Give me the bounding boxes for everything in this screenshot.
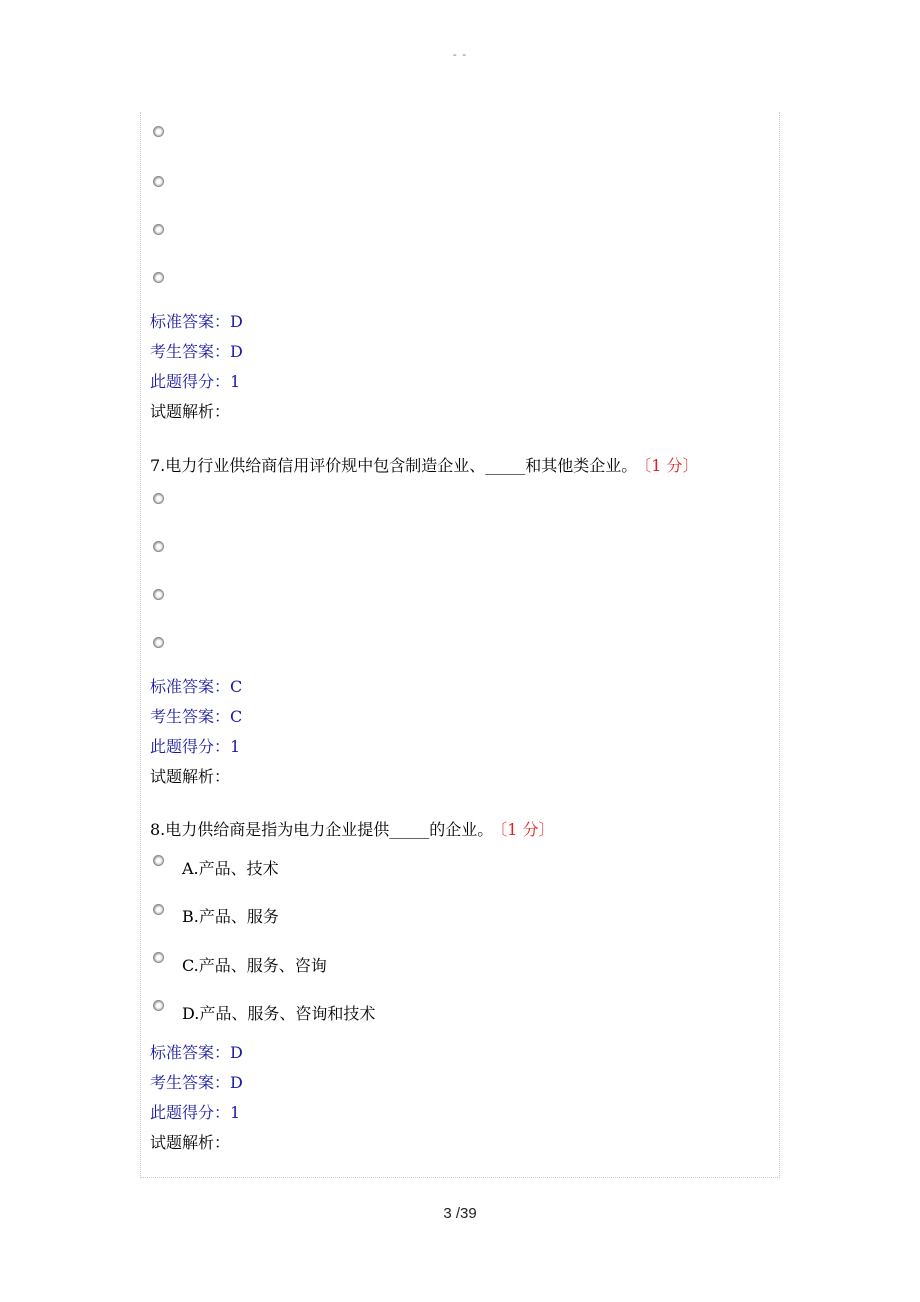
radio-option-a[interactable]	[153, 855, 164, 866]
standard-answer	[150, 676, 242, 698]
radio-option-b[interactable]	[153, 176, 164, 187]
page-number	[0, 1205, 920, 1222]
student-answer	[150, 706, 242, 728]
student-answer	[150, 1072, 243, 1094]
question-points	[150, 1102, 240, 1124]
standard-answer-label: 标准答案：	[150, 312, 231, 331]
student-answer-value: D	[230, 1073, 243, 1092]
option-c-label: C.产品、服务、咨询	[182, 956, 327, 975]
standard-answer-value: D	[230, 312, 243, 331]
question-text	[150, 455, 699, 477]
standard-answer-label: 标准答案：	[150, 1043, 231, 1062]
radio-option-d[interactable]	[153, 1000, 164, 1011]
header-mark: - -	[452, 48, 468, 61]
student-answer-label: 考生答案：	[150, 1073, 231, 1092]
points-value: 1	[230, 372, 241, 391]
points-label: 此题得分：	[150, 737, 231, 756]
option-a-label: A.产品、技术	[182, 859, 279, 878]
points-label: 此题得分：	[150, 372, 231, 391]
student-answer-value: C	[230, 707, 243, 726]
question-analysis: 试题解析：	[150, 402, 231, 421]
standard-answer-label: 标准答案：	[150, 677, 231, 696]
question-points	[150, 371, 240, 393]
question-score: 〔1 分〕	[643, 456, 699, 475]
points-value: 1	[230, 1103, 241, 1122]
option-d-label: D.产品、服务、咨询和技术	[182, 1004, 376, 1023]
question-analysis: 试题解析：	[150, 767, 231, 786]
student-answer-label: 考生答案：	[150, 342, 231, 361]
question-number: 7.	[150, 456, 166, 475]
question-stem: 电力供给商是指为电力企业提供_____的企业。	[165, 820, 494, 839]
radio-option-a[interactable]	[153, 493, 164, 504]
radio-option-b[interactable]	[153, 904, 164, 915]
student-answer-label: 考生答案：	[150, 707, 231, 726]
question-points	[150, 736, 240, 758]
student-answer	[150, 341, 243, 363]
student-answer-value: D	[230, 342, 243, 361]
question-stem: 电力行业供给商信用评价规中包含制造企业、_____和其他类企业。	[165, 456, 638, 475]
radio-option-c[interactable]	[153, 589, 164, 600]
radio-option-b[interactable]	[153, 541, 164, 552]
standard-answer	[150, 1042, 243, 1064]
page-separator: /	[455, 1205, 460, 1222]
page-current: 3	[443, 1205, 452, 1222]
question-number: 8.	[150, 820, 166, 839]
radio-option-a[interactable]	[153, 126, 164, 137]
radio-option-c[interactable]	[153, 952, 164, 963]
question-text	[150, 819, 555, 841]
radio-option-c[interactable]	[153, 224, 164, 235]
standard-answer-value: D	[230, 1043, 243, 1062]
standard-answer-value: C	[230, 677, 243, 696]
page-total: 39	[460, 1205, 477, 1222]
points-label: 此题得分：	[150, 1103, 231, 1122]
radio-option-d[interactable]	[153, 272, 164, 283]
question-analysis: 试题解析：	[150, 1133, 231, 1152]
option-b-label: B.产品、服务	[182, 907, 279, 926]
points-value: 1	[230, 737, 241, 756]
radio-option-d[interactable]	[153, 637, 164, 648]
question-score: 〔1 分〕	[499, 820, 555, 839]
standard-answer	[150, 311, 243, 333]
